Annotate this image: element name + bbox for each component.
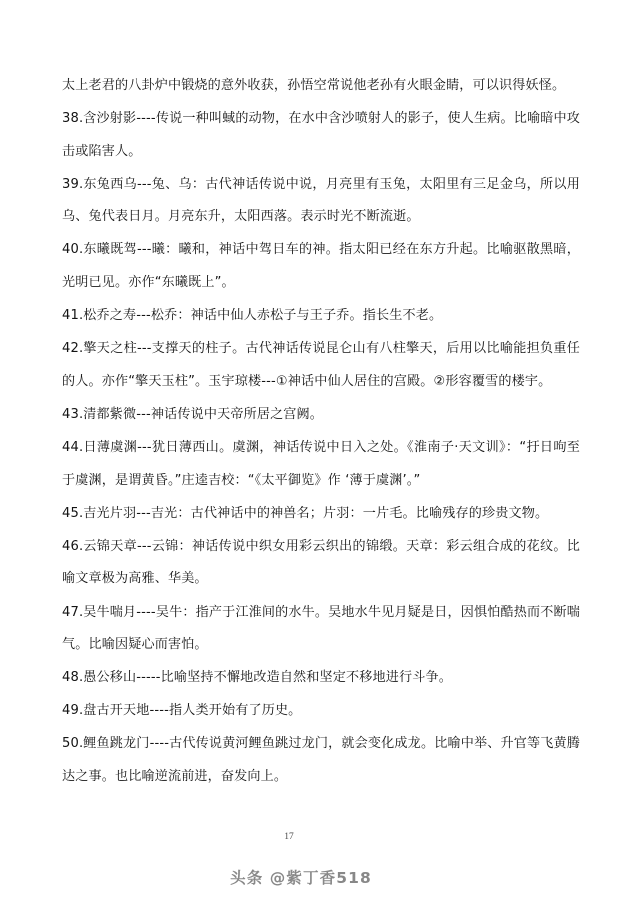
watermark-toutiao: 头条 @紫丁香518 bbox=[230, 869, 372, 887]
paragraph-entry-43: 43.清都紫微---神话传说中天帝所居之宫阙。 bbox=[62, 406, 324, 422]
paragraph-37-continuation: 太上老君的八卦炉中锻烧的意外收获，孙悟空常说他老孙有火眼金睛，可以识得妖怪。 bbox=[62, 78, 566, 93]
paragraph-entry-47: 47.吴牛喘月----吴牛：指产于江淮间的水牛。吴地水牛见月疑是日，因惧怕酷热而不断喘气。比喻因疑心而害怕。 bbox=[62, 604, 580, 653]
paragraph-entry-42: 42.擎天之柱---支撑天的柱子。古代神话传说昆仑山有八柱擎天，后用以比喻能担负重任的人。亦作“擎天玉柱”。玉宇琼楼---①神话中仙人居住的宫殿。②形容覆雪的楼宇。 bbox=[62, 341, 580, 389]
paragraph-entry-44: 44.日薄虞渊---犹日薄西山。虞渊，神话传说中日入之处。《淮南子·天文训》：“扜日呴至于虞渊，是谓黄昏。”庄逵吉校：“《太平御览》作 ‘薄于虞渊’。” bbox=[62, 440, 580, 488]
document-body bbox=[62, 70, 580, 794]
paragraph-entry-45: 45.吉光片羽---吉光：古代神话中的神兽名；片羽：一片毛。比喻残存的珍贵文物。 bbox=[62, 505, 549, 521]
paragraph-entry-39: 39.东兔西乌---兔、乌：古代神话传说中说，月亮里有玉兔，太阳里有三足金乌，所以用乌、兔代表日月。月亮东升，太阳西落。表示时光不断流逝。 bbox=[62, 176, 580, 225]
paragraph-entry-50: 50.鲤鱼跳龙门----古代传说黄河鲤鱼跳过龙门，就会变化成龙。比喻中举、升官等飞黄腾达之事。也比喻逆流前进，奋发向上。 bbox=[62, 736, 580, 784]
paragraph-entry-49: 49.盘古开天地----指人类开始有了历史。 bbox=[62, 703, 302, 719]
paragraph-entry-46: 46.云锦天章---云锦：神话传说中织女用彩云织出的锦缎。天章：彩云组合成的花纹。比喻文章极为高雅、华美。 bbox=[62, 538, 580, 587]
paragraph-entry-41: 41.松乔之寿---松乔：神话中仙人赤松子与王子乔。指长生不老。 bbox=[62, 308, 443, 324]
page-number: 17 bbox=[284, 832, 294, 842]
paragraph-entry-48: 48.愚公移山-----比喻坚持不懈地改造自然和坚定不移地进行斗争。 bbox=[62, 670, 452, 686]
paragraph-entry-40: 40.东曦既驾---曦：曦和，神话中驾日车的神。指太阳已经在东方升起。比喻驱散黑暗，光明已见。亦作“东曦既上”。 bbox=[62, 242, 580, 291]
paragraph-entry-38: 38.含沙射影----传说一种叫蜮的动物，在水中含沙喷射人的影子，使人生病。比喻暗中攻击或陷害人。 bbox=[62, 111, 580, 159]
